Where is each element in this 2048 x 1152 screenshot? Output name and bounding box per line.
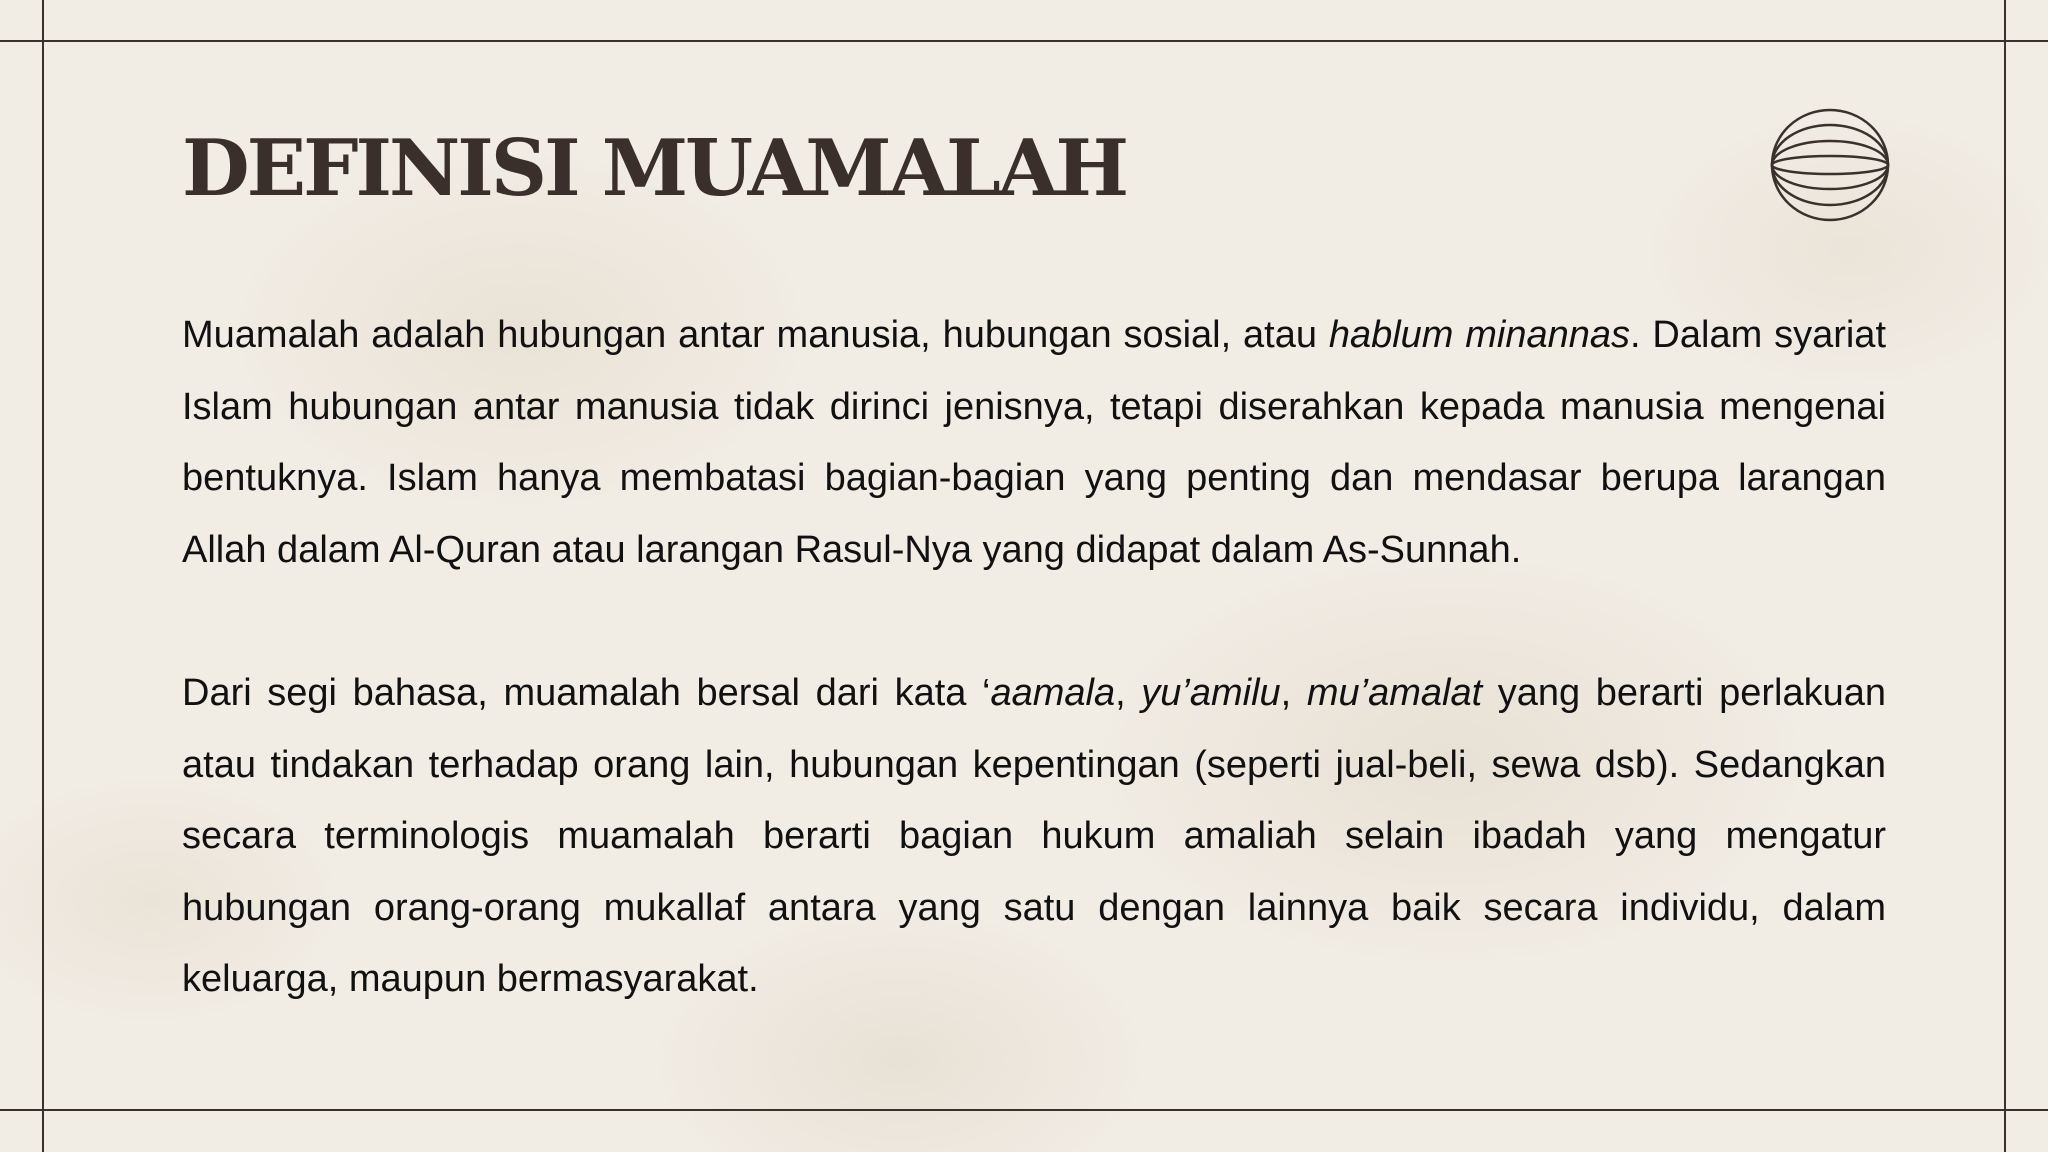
italic-term: mu’amalat	[1306, 672, 1483, 714]
globe-icon	[1768, 106, 1892, 224]
italic-term: hablum minannas	[1328, 314, 1631, 356]
italic-term: aamala	[990, 672, 1116, 714]
frame-line-top	[0, 40, 2048, 42]
separator: ,	[1280, 672, 1307, 714]
frame-line-bottom	[0, 1109, 2048, 1111]
frame-line-left	[42, 0, 44, 1152]
frame-line-right	[2004, 0, 2006, 1152]
paragraph-text: Muamalah adalah hubungan antar manusia, hubungan sosial, atau	[182, 314, 1329, 356]
paragraph-text: Dari segi bahasa, muamalah bersal dari kata ‘	[182, 672, 991, 714]
separator: ,	[1115, 672, 1142, 714]
slide-title: DEFINISI MUAMALAH	[182, 123, 1127, 214]
paragraph-etymology	[182, 658, 1886, 1016]
paragraph-text: yang berarti perlakuan atau tindakan terhadap orang lain, hubungan kepentingan (seperti jual-beli, sewa dsb). Sedangkan secara terminologis muamalah berarti bagian hukum amaliah selain ibadah yang mengatur hubungan orang-orang mukallaf antara yang satu dengan lainnya baik secara individu, dalam keluarga, maupun bermasyarakat.	[182, 672, 1886, 1000]
slide-body	[182, 300, 1886, 1016]
paragraph-definition	[182, 300, 1886, 586]
paragraph-text: . Dalam syariat Islam hubungan antar manusia tidak dirinci jenisnya, tetapi diserahkan kepada manusia mengenai bentuknya. Islam hanya membatasi bagian-bagian yang penting dan mendasar berupa larangan Allah dalam Al-Quran atau larangan Rasul-Nya yang didapat dalam As-Sunnah.	[182, 314, 1886, 571]
italic-term: yu’amilu	[1141, 672, 1281, 714]
